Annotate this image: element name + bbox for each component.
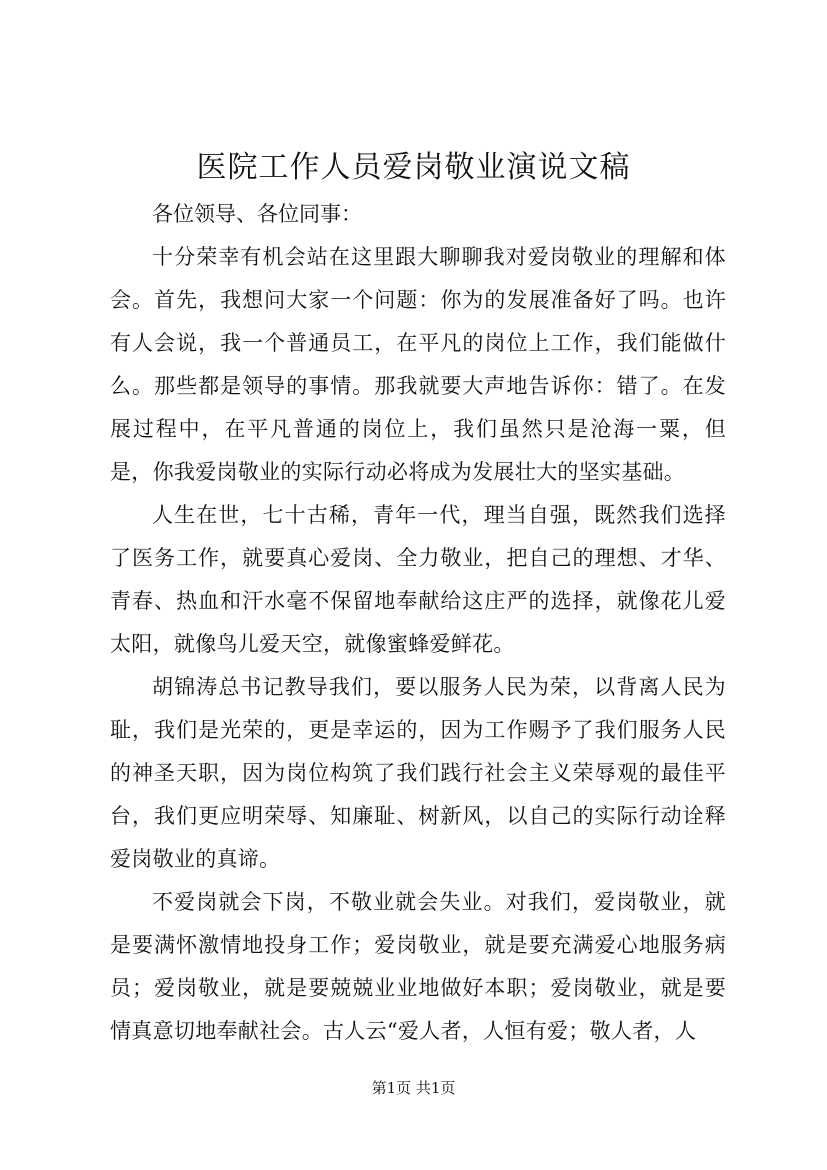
paragraph-1: 十分荣幸有机会站在这里跟大聊聊我对爱岗敬业的理解和体会。首先，我想问大家一个问题：你为的发展准备好了吗。也许有人会说，我一个普通员工，在平凡的岗位上工作，我们能做什么。那些都是领导的事情。那我就要大声地告诉你：错了。在发展过程中，在平凡普通的岗位上，我们虽然只是沧海一粟，但是，你我爱岗敬业的实际行动必将成为发展壮大的坚实基础。 [110, 245, 726, 484]
paragraph-3: 胡锦涛总书记教导我们，要以服务人民为荣，以背离人民为耻，我们是光荣的，更是幸运的，因为工作赐予了我们服务人民的神圣天职，因为岗位构筑了我们践行社会主义荣辱观的最佳平台，我们更应明荣辱、知廉耻、树新风，以自己的实际行动诠释爱岗敬业的真谛。 [110, 675, 726, 871]
paragraph-4: 不爱岗就会下岗，不敬业就会失业。对我们，爱岗敬业，就是要满怀激情地投身工作；爱岗敬业，就是要充满爱心地服务病员；爱岗敬业，就是要兢兢业业地做好本职；爱岗敬业，就是要情真意切地奉献社会。古人云“爱人者，人恒有爱；敬人者，人 [110, 890, 726, 1043]
document-body [110, 193, 726, 1053]
salutation: 各位领导、各位同事： [152, 202, 362, 226]
page-footer: 第1页 共1页 [371, 1079, 456, 1097]
document-title: 医院工作人员爱岗敬业演说文稿 [196, 150, 631, 185]
paragraph-2: 人生在世，七十古稀，青年一代，理当自强，既然我们选择了医务工作，就要真心爱岗、全力敬业，把自己的理想、才华、青春、热血和汗水毫不保留地奉献给这庄严的选择，就像花儿爱太阳，就像鸟儿爱天空，就像蜜蜂爱鲜花。 [110, 503, 726, 656]
